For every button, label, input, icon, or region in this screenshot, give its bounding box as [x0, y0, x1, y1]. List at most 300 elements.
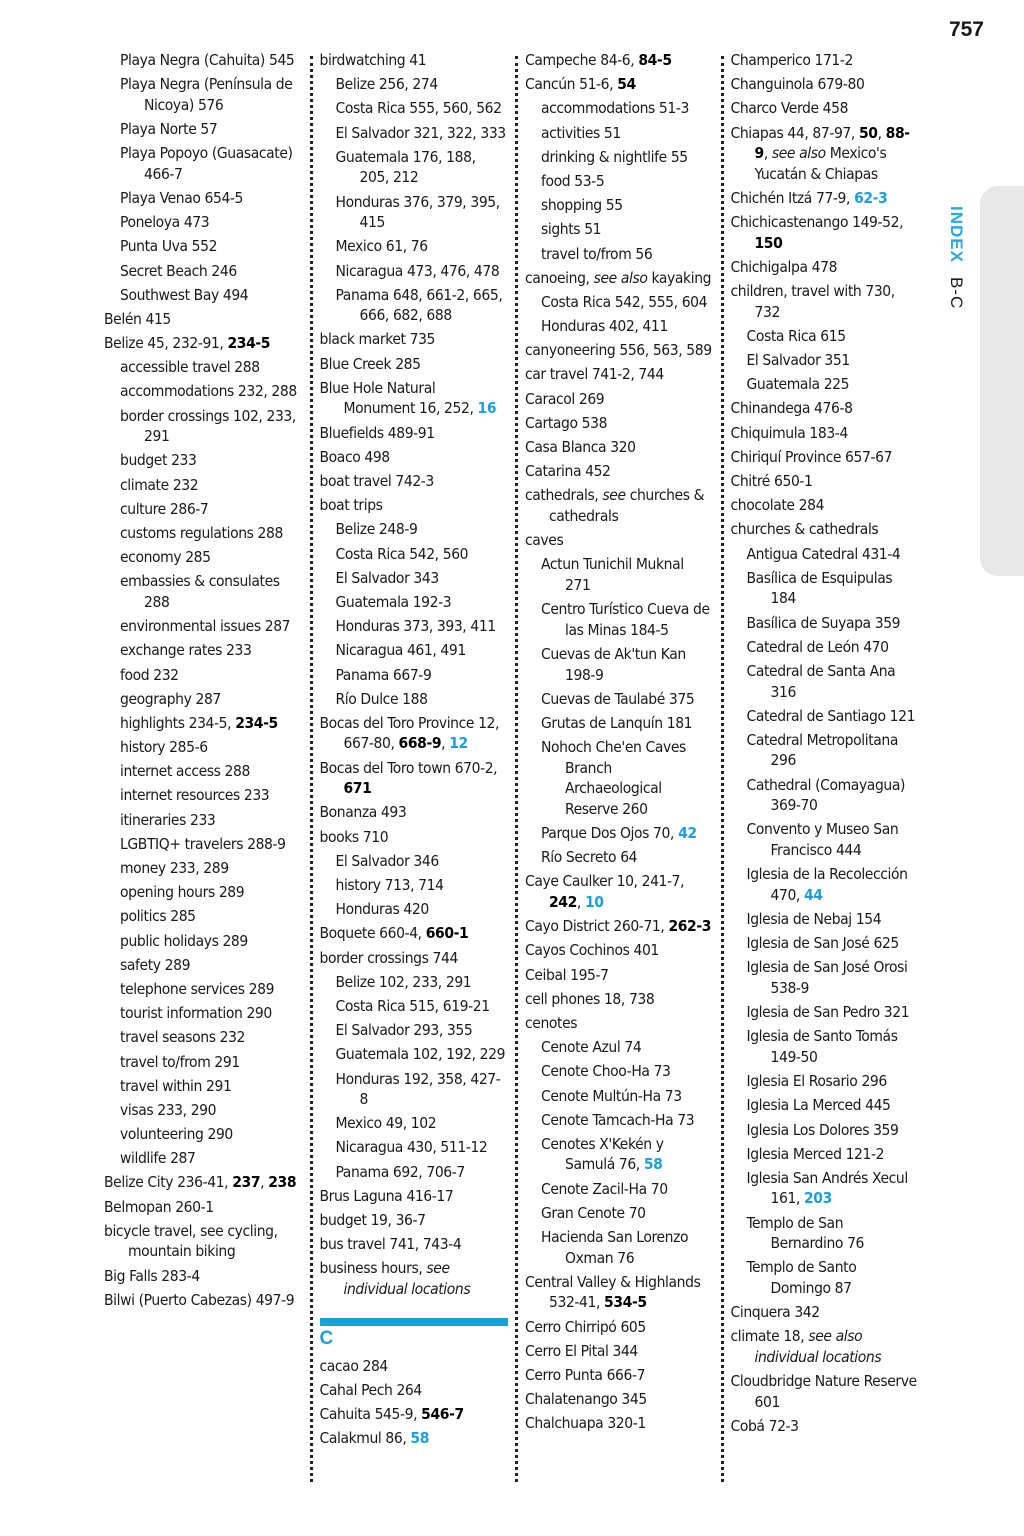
- index-subentry: [320, 689, 508, 710]
- index-subentry: [525, 644, 713, 685]
- index-subentry: [731, 568, 919, 609]
- entry-text: Chichigalpa 478: [730, 257, 838, 276]
- index-entry: [320, 1258, 508, 1299]
- entry-text: Calakmul 86,: [319, 1429, 411, 1448]
- index-subentry: [104, 381, 302, 402]
- entry-text: Río Secreto 64: [541, 848, 638, 867]
- entry-text: Templo de San Bernardino 76: [746, 1213, 865, 1253]
- index-subentry: [104, 475, 302, 496]
- index-subentry: [104, 640, 302, 661]
- index-subentry: [320, 592, 508, 613]
- page-number: 757: [948, 18, 984, 41]
- index-entry: [320, 802, 508, 823]
- index-subentry: [731, 933, 919, 954]
- index-entry: [320, 1234, 508, 1255]
- index-entry: [320, 758, 508, 799]
- map-page-ref: 10: [584, 893, 604, 911]
- index-subentry: [731, 1071, 919, 1092]
- map-page-ref: 12: [449, 734, 468, 753]
- entry-text: safety 289: [120, 955, 191, 974]
- entry-text: Chiapas 44, 87-97,: [730, 123, 859, 142]
- entry-text: cacao 284: [319, 1356, 388, 1375]
- index-entry: [731, 74, 919, 95]
- index-entry: [320, 1380, 508, 1401]
- index-entry: [731, 519, 919, 540]
- index-subentry: [104, 882, 302, 903]
- index-subentry: [731, 1144, 919, 1165]
- entry-text: Cenote Choo-Ha 73: [541, 1062, 671, 1081]
- index-subentry: [320, 285, 508, 326]
- entry-text: Bluefields 489-91: [319, 423, 435, 442]
- entry-text: Cenote Zacil-Ha 70: [541, 1179, 668, 1198]
- entry-text: bicycle travel, see cycling, mountain biking: [104, 1221, 278, 1261]
- entry-text: Belize 248-9: [335, 520, 418, 539]
- entry-text: Charco Verde 458: [730, 99, 849, 118]
- entry-text: Centro Turístico Cueva de las Minas 184-5: [541, 600, 710, 639]
- index-subentry: [320, 192, 508, 233]
- entry-text: ,: [441, 734, 450, 753]
- entry-text: Costa Rica 542, 555, 604: [541, 292, 708, 311]
- index-column-4: [721, 50, 927, 1490]
- entry-text: Cenotes X'Kekén y Samulá 76,: [541, 1134, 664, 1174]
- entry-text: kayaking: [647, 268, 712, 287]
- index-subentry: [104, 571, 302, 612]
- entry-text: Honduras 402, 411: [541, 317, 668, 336]
- entry-text: Cerro Chirripó 605: [525, 1317, 646, 1336]
- index-subentry: [104, 1052, 302, 1073]
- index-subentry: [104, 761, 302, 782]
- entry-text: telephone services 289: [120, 979, 275, 998]
- entry-text: canyoneering 556, 563, 589: [525, 341, 712, 360]
- entry-text: Cahuita 545-9,: [319, 1404, 422, 1423]
- index-entry: [320, 423, 508, 444]
- entry-text: travel to/from 56: [541, 244, 653, 263]
- bold-page-ref: 668-9: [398, 734, 442, 753]
- index-entry: [731, 423, 919, 444]
- index-entry: [525, 1317, 713, 1338]
- bold-page-ref: 88-9: [754, 123, 910, 163]
- entry-text: Chichén Itzá 77-9,: [730, 188, 855, 207]
- entry-text: Guatemala 225: [746, 375, 850, 394]
- entry-text: highlights 234-5,: [120, 713, 236, 732]
- index-subentry: [104, 499, 302, 520]
- index-entry: [525, 413, 713, 434]
- section-tab-label: [946, 206, 966, 309]
- index-subentry: [104, 357, 302, 378]
- index-entry: [104, 1266, 302, 1287]
- entry-text: Bocas del Toro town 670-2,: [319, 758, 498, 777]
- entry-text: Chichicastenango 149-52,: [730, 213, 904, 232]
- map-page-ref: 203: [803, 1189, 832, 1208]
- tab-index-word: INDEX: [947, 206, 966, 263]
- entry-text: Catedral de León 470: [746, 637, 889, 656]
- index-subentry: [525, 737, 713, 819]
- index-subentry: [104, 50, 302, 71]
- entry-text: Honduras 376, 379, 395, 415: [335, 192, 500, 232]
- entry-text: Brus Laguna 416-17: [319, 1186, 454, 1205]
- index-subentry: [104, 1148, 302, 1169]
- entry-text: El Salvador 343: [335, 568, 439, 587]
- entry-text: politics 285: [120, 907, 196, 926]
- entry-text: Iglesia La Merced 445: [746, 1096, 891, 1115]
- index-subentry: [731, 1002, 919, 1023]
- entry-text: Catedral Metropolitana 296: [746, 730, 898, 770]
- bold-page-ref: 150: [754, 233, 783, 252]
- index-subentry: [104, 143, 302, 184]
- entry-text: Casa Blanca 320: [525, 438, 636, 456]
- index-subentry: [104, 955, 302, 976]
- index-subentry: [104, 616, 302, 637]
- entry-text: Cayos Cochinos 401: [525, 941, 659, 960]
- entry-text: birdwatching 41: [319, 51, 427, 69]
- entry-text: Hacienda San Lorenzo Oxman 76: [541, 1228, 689, 1267]
- entry-text: Río Dulce 188: [335, 689, 428, 708]
- index-subentry: [731, 706, 919, 727]
- bold-page-ref: 238: [268, 1173, 297, 1192]
- entry-text: activities 51: [541, 123, 621, 142]
- entry-text: Gran Cenote 70: [541, 1203, 646, 1222]
- entry-text: budget 19, 36-7: [319, 1211, 426, 1230]
- index-entry: [731, 257, 919, 278]
- index-subentry: [104, 236, 302, 257]
- bold-page-ref: 671: [343, 779, 372, 798]
- entry-text: Guatemala 176, 188, 205, 212: [335, 147, 476, 187]
- index-subentry: [104, 119, 302, 140]
- entry-text: climate 232: [120, 475, 199, 494]
- index-subentry: [104, 406, 302, 447]
- index-entry: [731, 495, 919, 516]
- entry-text: Iglesia de San José 625: [746, 934, 899, 953]
- index-subentry: [104, 261, 302, 282]
- bold-page-ref: 234-5: [235, 713, 278, 732]
- entry-text: Costa Rica 555, 560, 562: [335, 99, 502, 118]
- index-subentry: [104, 931, 302, 952]
- index-subentry: [320, 123, 508, 144]
- entry-text: volunteering 290: [120, 1125, 233, 1144]
- index-subentry: [525, 244, 713, 265]
- index-entry: [731, 98, 919, 119]
- entry-text: shopping 55: [541, 196, 623, 215]
- entry-text: culture 286-7: [120, 499, 209, 518]
- bold-page-ref: 234-5: [227, 334, 271, 353]
- entry-text: history 285-6: [120, 738, 208, 757]
- entry-text: Iglesia Los Dolores 359: [746, 1120, 899, 1139]
- bold-page-ref: 50: [858, 123, 878, 142]
- index-entry: [731, 188, 919, 209]
- index-entry: [525, 1413, 713, 1434]
- entry-text: travel seasons 232: [120, 1028, 246, 1047]
- index-entry: [104, 1290, 302, 1311]
- entry-text: border crossings 744: [319, 948, 458, 967]
- cross-reference: see also individual locations: [754, 1327, 882, 1366]
- index-subentry: [104, 450, 302, 471]
- index-subentry: [525, 123, 713, 144]
- index-subentry: [104, 785, 302, 806]
- entry-text: Playa Venao 654-5: [120, 188, 244, 207]
- entry-text: Basílica de Esquipulas 184: [746, 568, 893, 608]
- entry-text: El Salvador 351: [746, 351, 850, 370]
- entry-text: Iglesia de Nebaj 154: [746, 910, 882, 928]
- entry-text: bus travel 741, 743-4: [319, 1235, 462, 1254]
- index-subentry: [320, 996, 508, 1017]
- index-subentry: [320, 972, 508, 993]
- side-tab: [980, 186, 1024, 576]
- entry-text: books 710: [319, 827, 389, 846]
- entry-text: Cathedral (Comayagua) 369-70: [746, 775, 906, 815]
- bold-page-ref: 242: [549, 893, 577, 911]
- index-entry: [525, 1272, 713, 1313]
- index-entry: [104, 1221, 302, 1262]
- index-entry: [525, 50, 713, 71]
- index-entry: [320, 329, 508, 350]
- entry-text: Belmopan 260-1: [104, 1197, 214, 1216]
- entry-text: Catedral de Santiago 121: [746, 706, 916, 725]
- entry-text: money 233, 289: [120, 859, 229, 877]
- index-entry: [731, 398, 919, 419]
- entry-text: Ceibal 195-7: [525, 965, 609, 984]
- index-column-3: [515, 50, 721, 1490]
- cross-reference: see individual locations: [343, 1259, 471, 1298]
- index-entry: [731, 1416, 919, 1437]
- entry-text: chocolate 284: [730, 496, 825, 515]
- index-subentry: [320, 851, 508, 872]
- index-subentry: [731, 864, 919, 905]
- entry-text: Cahal Pech 264: [319, 1380, 422, 1399]
- index-subentry: [320, 640, 508, 661]
- index-column-2: [310, 50, 516, 1490]
- entry-text: Belize City 236-41,: [104, 1173, 233, 1192]
- index-entry: [320, 713, 508, 754]
- entry-text: Catarina 452: [525, 462, 611, 481]
- index-subentry: [104, 1003, 302, 1024]
- index-entry: [731, 281, 919, 322]
- index-entry: [731, 50, 919, 71]
- entry-text: Cerro El Pital 344: [525, 1341, 638, 1360]
- entry-text: Chalchuapa 320-1: [525, 1414, 646, 1433]
- index-entry: [525, 364, 713, 385]
- cross-reference: see also: [771, 144, 826, 163]
- entry-text: churches & cathedrals: [730, 520, 879, 539]
- index-subentry: [320, 98, 508, 119]
- index-entry: [525, 485, 713, 526]
- index-entry: [320, 827, 508, 848]
- entry-text: Campeche 84-6,: [525, 51, 639, 69]
- entry-text: Costa Rica 515, 619-21: [335, 996, 490, 1015]
- entry-text: Chiriquí Province 657-67: [730, 447, 893, 466]
- entry-text: internet access 288: [120, 762, 250, 781]
- index-subentry: [731, 1168, 919, 1209]
- index-subentry: [731, 661, 919, 702]
- index-subentry: [525, 195, 713, 216]
- entry-text: Chinandega 476-8: [730, 399, 853, 418]
- index-subentry: [525, 1227, 713, 1268]
- entry-text: Playa Popoyo (Guasacate) 466-7: [120, 144, 293, 183]
- index-subentry: [525, 1061, 713, 1082]
- entry-text: Grutas de Lanquín 181: [541, 713, 693, 732]
- index-subentry: [104, 810, 302, 831]
- entry-text: Belize 102, 233, 291: [335, 972, 472, 991]
- entry-text: exchange rates 233: [120, 641, 252, 660]
- index-entry: [525, 74, 713, 95]
- index-entry: [525, 437, 713, 458]
- entry-text: Bocas del Toro Province 12, 667-80,: [319, 713, 500, 753]
- entry-text: Cartago 538: [525, 413, 608, 432]
- entry-text: Panama 692, 706-7: [335, 1162, 465, 1181]
- entry-text: Catedral de Santa Ana 316: [746, 661, 896, 701]
- map-page-ref: 16: [477, 399, 497, 418]
- index-subentry: [320, 899, 508, 920]
- cross-reference: see: [602, 486, 626, 505]
- index-subentry: [525, 1110, 713, 1131]
- index-entry: [525, 965, 713, 986]
- entry-text: El Salvador 346: [335, 851, 439, 870]
- entry-text: ,: [260, 1173, 269, 1192]
- index-subentry: [731, 374, 919, 395]
- index-entry: [731, 212, 919, 253]
- entry-text: Caracol 269: [525, 389, 605, 408]
- entry-text: Guatemala 192-3: [335, 592, 452, 611]
- entry-text: Basílica de Suyapa 359: [746, 613, 901, 632]
- entry-text: accommodations 51-3: [541, 99, 689, 118]
- index-subentry: [104, 689, 302, 710]
- index-subentry: [731, 544, 919, 565]
- entry-text: Caye Caulker 10, 241-7,: [525, 872, 685, 891]
- entry-text: climate 18,: [730, 1327, 809, 1346]
- entry-text: border crossings 102, 233, 291: [120, 406, 296, 446]
- index-subentry: [320, 568, 508, 589]
- entry-text: Bonanza 493: [319, 803, 407, 822]
- entry-text: Poneloya 473: [120, 213, 210, 232]
- map-page-ref: 58: [643, 1155, 663, 1174]
- entry-text: public holidays 289: [120, 931, 248, 950]
- index-subentry: [104, 285, 302, 306]
- entry-text: car travel 741-2, 744: [525, 365, 664, 384]
- index-entry: [525, 989, 713, 1010]
- index-column-1: [104, 50, 310, 1490]
- entry-text: Cerro Punta 666-7: [525, 1365, 646, 1384]
- index-subentry: [731, 326, 919, 347]
- entry-text: Parque Dos Ojos 70,: [541, 824, 679, 843]
- index-entry: [320, 923, 508, 944]
- entry-text: drinking & nightlife 55: [541, 147, 688, 166]
- entry-text: cathedrals,: [525, 486, 603, 505]
- entry-text: Chalatenango 345: [525, 1390, 647, 1409]
- entry-text: Mexico 49, 102: [335, 1114, 437, 1133]
- map-page-ref: 42: [678, 824, 697, 843]
- entry-text: ,: [763, 144, 772, 163]
- index-entry: [320, 378, 508, 419]
- entry-text: Iglesia de la Recolección 470,: [746, 865, 908, 904]
- entry-text: food 232: [120, 665, 179, 684]
- index-subentry: [525, 599, 713, 640]
- entry-text: Iglesia San Andrés Xecul 161,: [746, 1168, 908, 1208]
- entry-text: churches & cathedrals: [549, 486, 705, 525]
- entry-text: Cloudbridge Nature Reserve 601: [730, 1372, 917, 1411]
- entry-text: Iglesia de Santo Tomás 149-50: [746, 1027, 898, 1066]
- index-subentry: [320, 74, 508, 95]
- entry-text: cenotes: [525, 1013, 578, 1032]
- entry-text: boat travel 742-3: [319, 472, 434, 490]
- entry-text: El Salvador 321, 322, 333: [335, 123, 506, 142]
- index-subentry: [525, 292, 713, 313]
- index-subentry: [104, 665, 302, 686]
- index-subentry: [731, 1095, 919, 1116]
- entry-text: Boquete 660-4,: [319, 924, 426, 943]
- entry-text: children, travel with 730, 732: [730, 282, 895, 321]
- index-entry: [320, 50, 508, 71]
- index-subentry: [525, 713, 713, 734]
- entry-text: Playa Norte 57: [120, 119, 218, 138]
- index-subentry: [525, 219, 713, 240]
- index-subentry: [525, 171, 713, 192]
- index-subentry: [731, 730, 919, 771]
- entry-text: Iglesia de San Pedro 321: [746, 1003, 910, 1022]
- index-entry: [320, 1404, 508, 1425]
- entry-text: Chiquimula 183-4: [730, 423, 848, 442]
- entry-text: business hours,: [319, 1259, 427, 1278]
- entry-text: internet resources 233: [120, 786, 270, 805]
- entry-text: cell phones 18, 738: [525, 989, 655, 1008]
- entry-text: accommodations 232, 288: [120, 382, 297, 401]
- index-subentry: [320, 875, 508, 896]
- index-entry: [104, 333, 302, 354]
- entry-text: travel to/from 291: [120, 1052, 240, 1071]
- index-subentry: [104, 834, 302, 855]
- index-subentry: [104, 1027, 302, 1048]
- entry-text: Antigua Catedral 431-4: [746, 544, 901, 563]
- entry-text: Cuevas de Ak'tun Kan 198-9: [541, 644, 686, 684]
- index-entry: [320, 354, 508, 375]
- entry-text: Chitré 650-1: [730, 472, 813, 490]
- bold-page-ref: 84-5: [638, 51, 672, 69]
- entry-text: Southwest Bay 494: [120, 285, 249, 304]
- index-subentry: [104, 737, 302, 758]
- entry-text: Honduras 192, 358, 427-8: [335, 1069, 501, 1109]
- entry-text: Changuinola 679-80: [730, 75, 865, 94]
- map-page-ref: 44: [803, 885, 823, 904]
- entry-text: Cobá 72-3: [730, 1416, 799, 1435]
- entry-text: itineraries 233: [120, 810, 216, 829]
- entry-text: Honduras 420: [335, 900, 429, 919]
- entry-text: Honduras 373, 393, 411: [335, 617, 496, 636]
- index-entry: [320, 1186, 508, 1207]
- index-subentry: [525, 147, 713, 168]
- entry-text: Belize 45, 232-91,: [104, 334, 228, 353]
- index-entry: [104, 1197, 302, 1218]
- index-entry: [731, 471, 919, 492]
- index-subentry: [320, 1137, 508, 1158]
- index-subentry: [731, 775, 919, 816]
- index-subentry: [320, 665, 508, 686]
- index-subentry: [104, 212, 302, 233]
- index-entry: [731, 1302, 919, 1323]
- entry-text: Boaco 498: [319, 447, 390, 466]
- index-subentry: [731, 1120, 919, 1141]
- index-entry: [320, 1210, 508, 1231]
- index-entry: [320, 447, 508, 468]
- bold-page-ref: 660-1: [425, 924, 469, 943]
- entry-text: Blue Creek 285: [319, 354, 421, 373]
- entry-text: economy 285: [120, 548, 211, 567]
- index-subentry: [104, 1076, 302, 1097]
- entry-text: Guatemala 102, 192, 229: [335, 1045, 506, 1064]
- entry-text: Iglesia Merced 121-2: [746, 1144, 885, 1163]
- entry-text: accessible travel 288: [120, 358, 260, 377]
- index-entry: [731, 1371, 919, 1412]
- index-entry: [525, 389, 713, 410]
- bold-page-ref: 534-5: [604, 1293, 647, 1312]
- entry-text: Big Falls 283-4: [104, 1266, 200, 1285]
